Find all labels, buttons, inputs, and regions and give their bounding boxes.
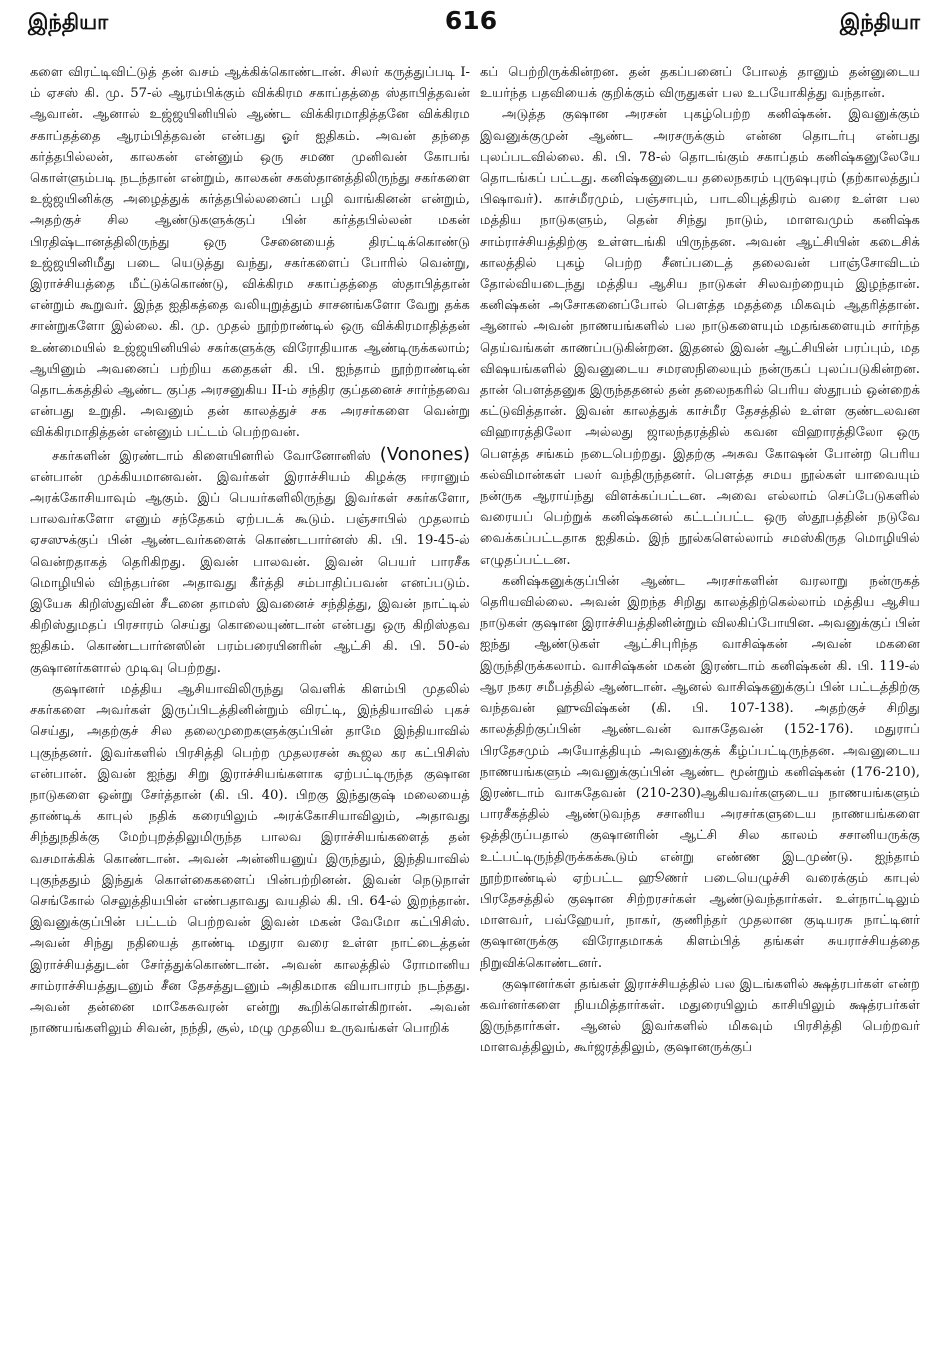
- paragraph-text: சகர்களின் இரண்டாம் கிளையினரில் வோனோனிஸ்: [52, 448, 371, 464]
- paragraph: அடுத்த குஷான அரசன் புகழ்பெற்ற கனிஷ்கன். இவனுக்கும் இவனுக்குமுன் ஆண்ட அரசருக்கும் என்ன தொடர்பு என்பது புலப்படவில்லை. கி. பி. 78-ல் தொடங்கும் சகாப்தம் கனிஷ்கனுலேயே தொடங்கப் பட்டது. கனிஷ்கனுடைய தலைநகரம் புருஷபுரம் (தற்காலத்துப் பிஷாவர்). காச்மீரமும், பஞ்சாபும், பாடலிபுத்திரம் வரை உள்ள பல மத்திய நாடுகளும், தென் சிந்து நாடும், மாளவமும் கனிஷ்க சாம்ராச்சியத்திற்கு உள்ளடங்கி யிருந்தன. அவன் ஆட்சியின் கடைசிக் காலத்தில் புகழ் பெற்ற சீனப்படைத் தலைவன் பாஞ்சோவிடம் தோல்வியடைந்து மத்திய ஆசிய நாடுகள் சிலவற்றையும் இழந்தான். கனிஷ்கன் அசோகனைப்போல் பௌத்த மதத்தை மிகவும் ஆதரித்தான். ஆனால் அவன் நாணயங்களில் பல நாடுகளையும் மதங்களையும் சார்ந்த தெய்வங்கள் காணப்படுகின்றன. இதனல் இவன் ஆட்சியின் பரப்பும், மத விஷயங்களில் இவனுடைய சமரஸநிலையும் நன்ருகப் புலப்படுகின்றன. தான் பௌத்தனுக இருந்ததனல் தன் தலைநகரில் பெரிய ஸ்தூபம் ஒன்றைக் கட்டுவித்தான். இவன் காலத்துக் காச்மீர தேசத்தில் உள்ள குண்டலவன விஹாரத்திலோ அல்லது ஜாலந்தரத்தில் கவன விஹாரத்திலோ ஒரு பௌத்த சங்கம் நடைபெற்றது. இதற்கு அசுவ கோஷன் போன்ற பெரிய கல்விமான்கள் பலர் வந்திருந்தனர். பௌத்த சமய நூல்கள் யாவையும் நன்ருக ஆராய்ந்து விளக்கப்பட்டன. அவை எல்லாம் செப்பேடுகளில் வரையப் பெற்றுக் கனிஷ்கனல் கட்டப்பட்ட ஒரு ஸ்தூபத்தின் நடுவே வைக்கப்பட்டதாக ஐதிகம். இந் நூல்களெல்லாம் சமஸ்கிருத மொழியில் எழுதப்பட்டன.: [480, 107, 920, 568]
- right-column: [480, 62, 920, 1358]
- paragraph: குஷானர்கள் தங்கள் இராச்சியத்தில் பல இடங்களில் க்ஷத்ரபர்கள் என்ற கவர்னர்களை நியமித்தார்கள். மதுரையிலும் காசியிலும் க்ஷத்ரபர்கள் இருந்தார்கள். ஆனல் இவர்களில் மிகவும் பிரசித்தி பெற்றவர் மாளவத்திலும், கூர்ஜரத்திலும், குஷானருக்குப்: [480, 976, 920, 1056]
- paragraph-text: என்பான் முக்கியமானவன். இவர்கள் இராச்சியம் கிழக்கு ஈரானும் அரக்கோசியாவும் ஆகும். இப் பெயர்களிலிருந்து இவர்கள் சகர்களோ, பாலவர்களோ எனும் சந்தேகம் ஏற்படக் கூடும். பஞ்சாபில் முதலாம் ஏசஸுக்குப் பின் ஆண்டவர்களைக் கொண்டபார்னஸ் கி. பி. 19-45-ல் வென்றதாகத் தெரிகிறது. இவன் பாலவன். இவன் பெயர் பாரசீக மொழியில் விந்தபர்ன அதாவது கீர்த்தி சம்பாதிப்பவன் எனப்படும். இயேசு கிறிஸ்துவின் சீடனை தாமஸ் இவனைச் சந்தித்து, இவன் நாட்டில் கிறிஸ்துமதப் பிரசாரம் செய்து கொலையுண்டான் என்பது ஒரு கிறிஸ்தவ ஐதிகம். கொண்டபார்னஸின் பரம்பரையினரின் ஆட்சி கி. பி. 50-ல் குஷானர்களால் முடிவு பெற்றது.: [30, 469, 470, 676]
- paragraph: கனிஷ்கனுக்குப்பின் ஆண்ட அரசர்களின் வரலாறு நன்ருகத் தெரியவில்லை. அவன் இறந்த சிறிது காலத்திற்கெல்லாம் மத்திய ஆசிய நாடுகள் குஷான இராச்சியத்தினின்றும் விலகிப்போயின. அவனுக்குப் பின் ஐந்து ஆண்டுகள் ஆட்சிபுரிந்த வாசிஷ்கன் அவன் மகனை இருந்திருக்கலாம். வாசிஷ்கன் மகன் இரண்டாம் கனிஷ்கன் கி. பி. 119-ல் ஆர நகர சமீபத்தில் ஆண்டான். ஆனல் வாசிஷ்கனுக்குப் பின் பட்டத்திற்கு வந்தவன் ஹுவிஷ்கன் (கி. பி. 107-138). அதற்குச் சிறிது காலத்திற்குப்பின் ஆண்டவன் வாசுதேவன் (152-176). மதுராப் பிரதேசமும் அயோத்தியும் அவனுக்குக் கீழ்ப்பட்டிருந்தன. அவனுடைய நாணயங்களும் அவனுக்குப்பின் ஆண்ட மூன்றும் கனிஷ்கன் (176-210), இரண்டாம் வாசுதேவன் (210-230)ஆகியவர்களுடைய நாணயங்களும் பாரசீகத்தில் ஆண்டுவந்த சசானிய அரசர்களுடைய நாணயங்களை ஒத்திருப்பதால் குஷானரின் ஆட்சி சில காலம் சசானியருக்கு உட்பட்டிருந்திருக்கக்கூடும் என்று எண்ண இடமுண்டு. ஐந்தாம் நூற்றாண்டில் ஏற்பட்ட ஹூணர் படையெழுச்சி வரைக்கும் காபுல் பிரதேசத்தில் குஷான சிற்றரசர்கள் ஆண்டுவந்தார்கள். உள்நாட்டிலும் மாளவர், பவ்ஹேயர், நாகர், குணிந்தர் முதலான குடியரசு நாட்டினர் குஷானருக்கு விரோதமாகக் கிளம்பித் தங்கள் சுயராச்சியத்தை நிறுவிக்கொண்டனர்.: [480, 573, 920, 971]
- paragraph: களை விரட்டிவிட்டுத் தன் வசம் ஆக்கிக்கொண்டான். சிலர் கருத்துப்படி I-ம் ஏசஸ் கி. மு. 57-ல் ஆரம்பிக்கும் விக்கிரம சகாப்தத்தை ஸ்தாபித்தவன் ஆவான். ஆனால் உஜ்ஜயினியில் ஆண்ட விக்கிரமாதித்தனே விக்கிரம சகாப்தத்தை ஆரம்பித்தவன் என்பது ஓர் ஐதிகம். அவன் தந்தை கர்த்தபில்லன், காலகன் என்னும் ஒரு சமண முனிவன் கோபங் கொள்ளும்படி நடந்தான் என்றும், காலகன் சகஸ்தானத்திலிருந்து சகர்களை உஜ்ஜயினிக்கு அழைத்துக் கர்த்தபில்லனைப் பழி வாங்கினன் என்றும், அதற்குச் சில ஆண்டுகளுக்குப் பின் கர்த்தபில்லன் மகன் பிரதிஷ்டானத்திலிருந்து ஒரு சேனையைத் திரட்டிக்கொண்டு உஜ்ஜயினிமீது படை யெடுத்து வந்து, சகர்களைப் போரில் வென்று, இராச்சியத்தை மீட்டுக்கொண்டு, விக்கிரம சகாப்தத்தை ஸ்தாபித்தான் என்றும் கூறுவர். இந்த ஐதிகத்தை வலியுறுத்தும் சாசனங்களோ வேறு தக்க சான்றுகளோ இல்லை. கி. மு. முதல் நூற்றாண்டில் ஒரு விக்கிரமாதித்தன் உண்மையில் உஜ்ஜயினியில் சகர்களுக்கு விரோதியாக ஆண்டிருக்கலாம்; ஆயினும் அவனைப் பற்றிய கதைகள் கி. பி. ஐந்தாம் நூற்றாண்டின் தொடக்கத்தில் ஆண்ட குப்த அரசனுகிய II-ம் சந்திர குப்தனைச் சார்ந்தவை என்பது உறுதி. அவனும் தன் காலத்துச் சக அரசர்களை வென்று விக்கிரமாதித்தன் என்னும் பட்டம் பெற்றவன்.: [30, 65, 470, 441]
- paragraph: [30, 444, 470, 679]
- paragraph: கப் பெற்றிருக்கின்றன. தன் தகப்பனைப் போலத் தானும் தன்னுடைய உயர்ந்த பதவியைக் குறிக்கும் விருதுகள் பல உபயோகித்து வந்தான்.: [480, 65, 920, 102]
- running-title-right: இந்தியா: [839, 10, 920, 34]
- page-number: 616: [444, 6, 498, 35]
- latin-term: (Vonones): [379, 443, 470, 465]
- running-title-left: இந்தியா: [28, 10, 109, 34]
- paragraph: குஷானர் மத்திய ஆசியாவிலிருந்து வெளிக் கிளம்பி முதலில் சகர்களை அவர்கள் இருப்பிடத்தினின்றும் விரட்டி, இந்தியாவில் புகச் செய்து, அதற்குச் சில தலைமுறைகளுக்குப்பின் தாமே இந்தியாவில் புகுந்தனர். இவர்களில் பிரசித்தி பெற்ற முதலரசன் கூஜல கர கட்பிசிஸ் என்பான். இவன் ஐந்து சிறு இராச்சியங்களாக ஏற்பட்டிருந்த குஷான நாடுகளை ஒன்று சேர்த்தான் (கி. பி. 40). பிறகு இந்துகுஷ் மலையைத் தாண்டிக் காபுல் நதிக் கரையிலும் அரக்கோசியாவிலும், அதாவது சிந்துநதிக்கு மேற்புறத்திலுமிருந்த பாலவ இராச்சியங்களைத் தன் வசமாக்கிக் கொண்டான். அவன் அன்னியனுய் இருந்தும், இந்தியாவில் புகுந்ததும் இந்துக் கொள்கைகளைப் பின்பற்றினன். இவன் நெடுநாள் செங்கோல் செலுத்தியபின் எண்பதாவது வயதில் கி. பி. 64-ல் இறந்தான். இவனுக்குப்பின் பட்டம் பெற்றவன் இவன் மகன் வேமோ கட்பிசிஸ். அவன் சிந்து நதியைத் தாண்டி மதுரா வரை உள்ள நாட்டைத்தன் இராச்சியத்துடன் சேர்த்துக்கொண்டான். அவன் காலத்தில் ரோமானிய சாம்ராச்சியத்துடனும் சீன தேசத்துடனும் அதிகமாக வியாபாரம் நடந்தது. அவன் தன்னை மாகேசுவரன் என்று கூறிக்கொள்கிறான். அவன் நாணயங்களிலும் சிவன், நந்தி, சூல், மழு முதலிய உருவங்கள் பொறிக்: [30, 681, 470, 1037]
- left-column: [30, 62, 470, 1358]
- page-header: [0, 0, 942, 40]
